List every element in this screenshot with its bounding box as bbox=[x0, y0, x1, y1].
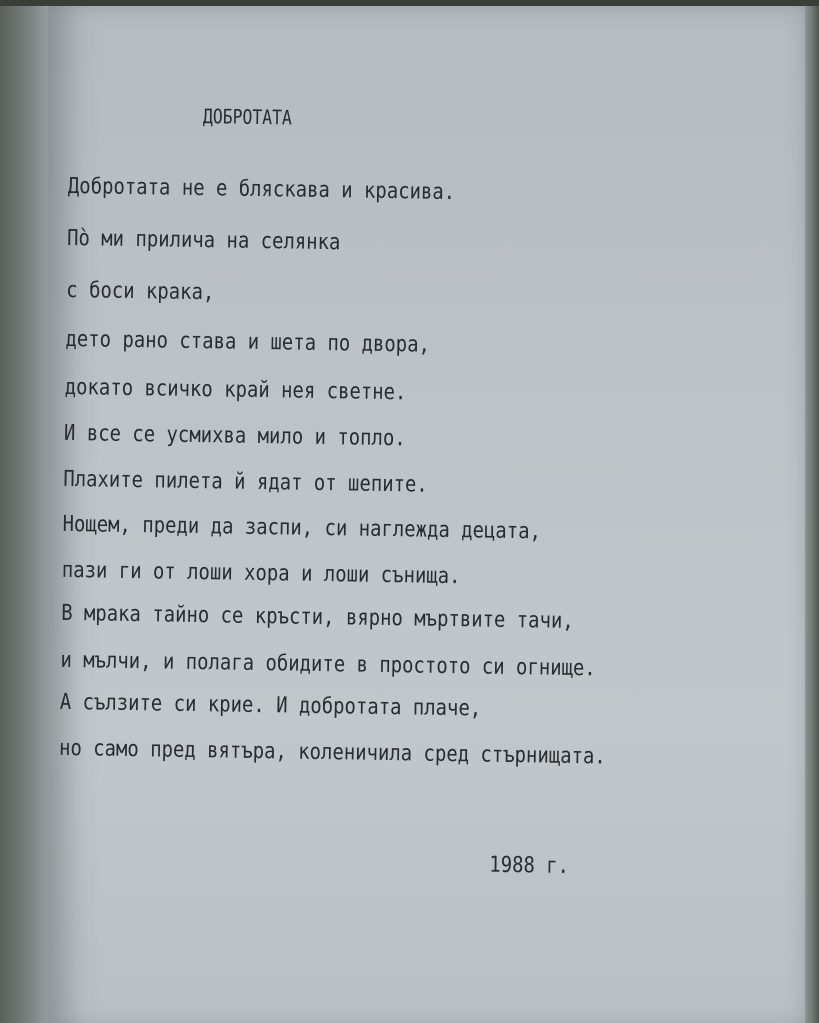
poem-line: А сълзите си крие. И добротата плаче, bbox=[59, 689, 482, 722]
poem-line: В мрака тайно се кръсти, вярно мъртвите тачи, bbox=[60, 600, 574, 634]
poem-line: с боси крака, bbox=[66, 277, 215, 306]
poem-line: докато всичко край нея светне. bbox=[64, 374, 407, 406]
poem-line: пази ги от лоши хора и лоши сънища. bbox=[61, 557, 461, 590]
poem-line: и мълчи, и полага обидите в простото си огнище. bbox=[60, 647, 596, 682]
poem-line: дето рано става и шета по двора, bbox=[65, 326, 431, 358]
poem-title: ДОБРОТАТА bbox=[202, 104, 293, 130]
poem-line: Нощем, преди да заспи, си наглежда децата, bbox=[62, 511, 542, 545]
poem-line: Плахите пилета й ядат от шепите. bbox=[63, 466, 428, 498]
poem-date: 1988 г. bbox=[489, 852, 570, 879]
poem-line: но само пред вятъра, коленичила сред стърнищата. bbox=[58, 735, 606, 770]
poem-line: Добротата не е бляскава и красива. bbox=[67, 173, 456, 206]
poem-line: И все се усмихва мило и топло. bbox=[63, 420, 406, 452]
poem-line: По̀ ми прилича на селянка bbox=[66, 225, 341, 256]
